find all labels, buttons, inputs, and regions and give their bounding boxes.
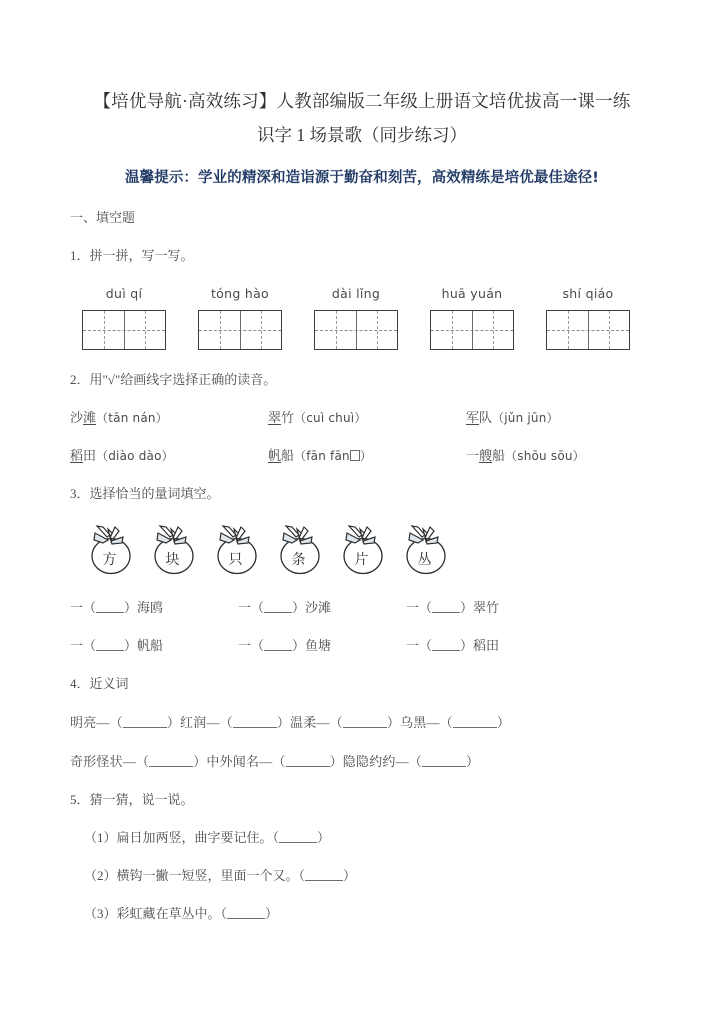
pineapple-icon-3[interactable] <box>204 516 267 578</box>
underlined-char: 艘 <box>479 448 493 463</box>
measure-word-blank-3[interactable] <box>406 597 574 616</box>
answer-blank[interactable] <box>453 716 497 728</box>
tianzige-row <box>70 310 654 350</box>
blank-suffix: ）帆船 <box>124 638 164 653</box>
measure-word-label: 条 <box>291 553 306 568</box>
measure-word-label: 片 <box>354 553 369 568</box>
pineapple-icon-2[interactable] <box>141 516 204 578</box>
question-2-prompt: 2．用"√"给画线字选择正确的读音。 <box>70 372 277 387</box>
riddle-item-2 <box>70 865 654 884</box>
underlined-char: 翠 <box>268 410 282 425</box>
tianzige-cell-4[interactable] <box>418 310 526 350</box>
measure-word-blank-1[interactable] <box>70 597 238 616</box>
pinyin-choice-item-3[interactable] <box>454 407 652 426</box>
answer-blank[interactable] <box>343 716 387 728</box>
synonym-word-7: ）隐隐约约—（ <box>329 754 423 769</box>
answer-blank[interactable] <box>264 639 292 651</box>
answer-blank[interactable] <box>123 716 167 728</box>
synonym-word-6: ）中外闻名—（ <box>193 754 286 769</box>
document-title-line-1: 【培优导航·高效练习】人教部编版二年级上册语文培优拔高一课一练 <box>93 91 631 111</box>
tianzige-center-divider <box>240 311 241 349</box>
pinyin-choice-item-4[interactable] <box>70 445 256 464</box>
pinyin-label-4: huā yuán <box>441 286 503 301</box>
pineapple-icon-5[interactable] <box>330 516 393 578</box>
tianzige-cell-5[interactable] <box>534 310 642 350</box>
pinyin-label-2: tóng hào <box>210 286 269 301</box>
pineapple-icon-4[interactable] <box>267 516 330 578</box>
tianzige-box[interactable] <box>546 310 630 350</box>
blank-prefix: 一（ <box>70 600 97 615</box>
blank-prefix: 一（ <box>406 600 433 615</box>
measure-word-label: 块 <box>165 553 180 568</box>
reading-options[interactable]: （cuì chuì） <box>294 411 367 425</box>
tianzige-cell-3[interactable] <box>302 310 410 350</box>
pineapple-icon-6[interactable] <box>393 516 456 578</box>
riddle-item-3 <box>70 903 654 922</box>
blank-prefix: 一（ <box>70 638 97 653</box>
tianzige-cell-1[interactable] <box>70 310 178 350</box>
reading-options[interactable]: （jǔn jūn） <box>492 411 559 425</box>
answer-blank[interactable] <box>422 755 466 767</box>
synonym-word-2: ）红润—（ <box>166 715 233 730</box>
blank-suffix: ）鱼塘 <box>292 638 332 653</box>
answer-blank[interactable] <box>96 601 124 613</box>
tianzige-center-divider <box>124 311 125 349</box>
measure-word-blank-4[interactable] <box>70 635 238 654</box>
question-4-prompt: 4．近义词 <box>70 676 129 691</box>
tianzige-vertical-guide-left <box>568 311 569 349</box>
measure-word-label: 丛 <box>417 553 432 568</box>
tianzige-box[interactable] <box>430 310 514 350</box>
question-3-prompt: 3．选择恰当的量词填空。 <box>70 486 220 501</box>
measure-word-label: 方 <box>102 553 117 568</box>
pineapple-icon-1[interactable] <box>78 516 141 578</box>
tianzige-vertical-guide-right <box>145 311 146 349</box>
synonym-line-2 <box>70 751 654 770</box>
riddle-text: （1）扁日加两竖，曲字要记住。（ <box>84 830 280 845</box>
tianzige-vertical-guide-right <box>493 311 494 349</box>
measure-word-blank-row-2 <box>70 635 654 654</box>
measure-word-blank-row-1 <box>70 597 654 616</box>
reading-options[interactable]: （shōu sōu） <box>505 449 585 463</box>
answer-blank[interactable] <box>305 869 343 881</box>
word-suffix: 竹 <box>281 410 295 425</box>
tianzige-vertical-guide-right <box>377 311 378 349</box>
answer-blank[interactable] <box>432 639 460 651</box>
blank-prefix: 一（ <box>406 638 433 653</box>
blank-prefix: 一（ <box>238 600 265 615</box>
blank-suffix: ）沙滩 <box>292 600 332 615</box>
synonym-line-1 <box>70 712 654 731</box>
answer-blank[interactable] <box>432 601 460 613</box>
pinyin-label-3: dài lǐng <box>331 286 381 301</box>
word-suffix: 船 <box>281 448 295 463</box>
pinyin-choice-row-2 <box>70 445 654 464</box>
tianzige-vertical-guide-left <box>220 311 221 349</box>
answer-blank[interactable] <box>286 755 330 767</box>
answer-blank[interactable] <box>227 907 265 919</box>
measure-word-blank-6[interactable] <box>406 635 574 654</box>
tianzige-vertical-guide-left <box>336 311 337 349</box>
document-body <box>70 86 654 922</box>
tianzige-center-divider <box>356 311 357 349</box>
reading-options[interactable]: （fān fān <box>294 449 350 463</box>
synonym-word-1: 明亮—（ <box>70 715 123 730</box>
synonym-tail: ） <box>496 715 511 730</box>
blank-suffix: ）海鸥 <box>124 600 164 615</box>
underlined-char: 稻 <box>70 448 84 463</box>
answer-blank[interactable] <box>264 601 292 613</box>
tianzige-box[interactable] <box>82 310 166 350</box>
answer-blank[interactable] <box>279 831 317 843</box>
reading-options[interactable]: （diào dào） <box>96 449 174 463</box>
answer-blank[interactable] <box>149 755 193 767</box>
tianzige-box[interactable] <box>314 310 398 350</box>
tianzige-vertical-guide-left <box>104 311 105 349</box>
tianzige-vertical-guide-right <box>261 311 262 349</box>
measure-word-pineapple-row <box>70 516 654 578</box>
question-5-prompt: 5．猜一猜，说一说。 <box>70 792 194 807</box>
pinyin-row <box>70 286 654 301</box>
word-prefix: 沙 <box>70 410 84 425</box>
warm-tip-line: 温馨提示：学业的精深和造诣源于勤奋和刻苦，高效精练是培优最佳途径! <box>125 170 599 186</box>
tianzige-vertical-guide-left <box>452 311 453 349</box>
question-1-prompt: 1．拼一拼，写一写。 <box>70 248 194 263</box>
pinyin-label-1: duì qí <box>105 286 143 301</box>
riddle-text: （3）彩虹藏在草丛中。（ <box>84 906 228 921</box>
pinyin-choice-row-1 <box>70 407 654 426</box>
synonym-word-4: ）乌黑—（ <box>386 715 453 730</box>
answer-blank[interactable] <box>96 639 124 651</box>
pinyin-choice-item-1[interactable] <box>70 407 256 426</box>
tianzige-center-divider <box>588 311 589 349</box>
word-suffix: 队 <box>479 410 493 425</box>
riddle-text: （2）横钩一撇一短竖，里面一个又。（ <box>84 868 306 883</box>
answer-blank[interactable] <box>233 716 277 728</box>
tianzige-center-divider <box>472 311 473 349</box>
word-suffix: 船 <box>492 448 506 463</box>
underlined-char: 滩 <box>83 410 97 425</box>
tianzige-box[interactable] <box>198 310 282 350</box>
riddle-tail: ） <box>317 830 331 845</box>
word-prefix: 一 <box>466 448 480 463</box>
underlined-char: 军 <box>466 410 480 425</box>
blank-prefix: 一（ <box>238 638 265 653</box>
section-heading-fill-in-blank: 一、填空题 <box>70 210 136 225</box>
pinyin-choice-item-2[interactable] <box>256 407 454 426</box>
riddle-item-1 <box>70 827 654 846</box>
tianzige-cell-2[interactable] <box>186 310 294 350</box>
document-title-line-2: 识字 1 场景歌（同步练习） <box>257 125 467 145</box>
missing-glyph-box <box>350 450 360 461</box>
measure-word-blank-2[interactable] <box>238 597 406 616</box>
pinyin-label-5: shí qiáo <box>562 286 614 301</box>
pinyin-choice-item-6[interactable] <box>454 445 652 464</box>
reading-options-tail: ） <box>359 449 373 463</box>
measure-word-label: 只 <box>228 553 243 568</box>
synonym-tail: ） <box>466 754 480 769</box>
measure-word-blank-grid <box>70 597 654 654</box>
pinyin-choice-item-5[interactable] <box>256 445 454 464</box>
underlined-char: 帆 <box>268 448 282 463</box>
word-suffix: 田 <box>83 448 97 463</box>
synonym-word-3: ）温柔—（ <box>276 715 343 730</box>
blank-suffix: ）稻田 <box>460 638 500 653</box>
measure-word-blank-5[interactable] <box>238 635 406 654</box>
blank-suffix: ）翠竹 <box>460 600 500 615</box>
riddle-tail: ） <box>265 906 279 921</box>
riddle-tail: ） <box>343 868 357 883</box>
synonym-word-5: 奇形怪状—（ <box>70 754 150 769</box>
reading-options[interactable]: （tān nán） <box>96 411 168 425</box>
tianzige-vertical-guide-right <box>609 311 610 349</box>
